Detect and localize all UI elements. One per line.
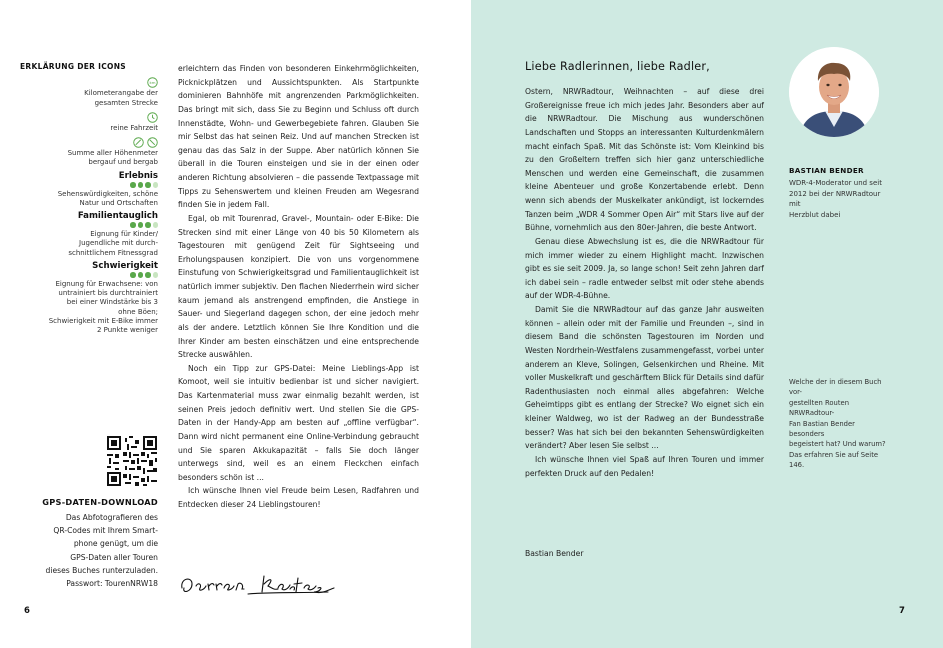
legend-title: ERKLÄRUNG DER ICONS [20,62,126,71]
page-number-left: 6 [24,606,30,616]
side-note-line: Fan Bastian Bender besonders [789,419,855,439]
elevation-down-icon [147,137,158,148]
gps-line: GPS-Daten aller Touren [70,552,158,562]
paragraph: Egal, ob mit Tourenrad, Gravel-, Mountain- oder E-Bike: Die Strecken sind mit einer Länge von 40 bis 50 Kilometern als Tagestouren mit genügend Zeit für Sightseeing und Erholungspausen konzipiert. Die von uns vorgenommene Einstufung von Schwierigkeitsgrad und Familientauglichkeit ist natürlich immer subjektiv. Den flachen Niederrhein wird sicher kaum jemand als anstrengend empfinden, die Anstiege in Sauer- und Siegerland dagegen schon, der eine jedoch mehr als der andere. Letztlich können Sie Ihre Kondition und die Ihrer Kinder am besten einschätzen und eine entsprechende Strecke auswählen. [178,213,419,360]
page-number-right: 7 [899,606,905,616]
legend-label-line: Eignung für Erwachsene: von [55,279,158,288]
paragraph: erleichtern das Finden von besonderen Einkehrmöglichkeiten, Picknickplätzen und Aussichtspunkten. Als Startpunkte dominieren Bahnhöfe mit angrenzenden Parkmöglichkeiten. Das bringt mit sich, dass Sie zu Beginn und Schluss oft durch Innenstädte, Wohn- und Gewerbegebiete fahren. Glauben Sie mir Selbst das hat seinen Reiz. Und auf manchen Strecken ist genau das das Salz in der Suppe. Aber natürlich können Sie überall in die Touren einsteigen und sie in der einen oder anderen Richtung absolvieren – die passende Textpassage mit Tipps zu Sehenswertem und kleinen Freuden am Wegesrand finden Sie in jedem Fall. [178,64,419,210]
side-note-line: Das erfahren Sie auf Seite 146. [789,450,879,470]
bio-line: Herzblut dabei [789,210,841,219]
legend-label-line: bei einer Windstärke bis 3 [66,298,158,307]
icon-legend [20,62,158,339]
paragraph: Damit Sie die NRWRadtour auf das ganze Jahr ausweiten können – allein oder mit der Familie und Freunden –, sind in diesem Band die schönsten Tagestouren im Norden und Westen Nordrhein-Westfalens zusammengefasst, vorbei unter anderem an Kleve, Solingen, Gelsenkirchen und Rheine. Mit voller Muskelkraft und geschärftem Blick für Details sind dafür Radenthusiasten noch einmal alles abgefahren: Welche Geheimtipps gibt es entlang der Strecke? Wo eignet sich ein kleiner Waldweg, wo ist der Radweg an der Bundesstraße besser? Was hat sich bei den bekannten Sehenswürdigkeiten verändert? Aber lesen Sie selbst ... [525,305,764,451]
gps-line: Passwort: TourenNRW18 [66,579,158,589]
paragraph: Ostern, NRWRadtour, Weihnachten – auf diese drei Großereignisse freue ich mich jedes Jahr. Besonders aber auf die NRWRadtour. Die Mischung aus wunderschönen Landschaften und Stopps an interessanten Kulturdenkmälern macht einfach Spaß. Mit das Schönste ist: Vom Kleinkind bis zu den Großeltern treffen sich hier ganz unterschiedliche Menschen und werden eine Gemeinschaft, die zusammen kleine Abenteuer und große Konzertabende erlebt. Denn wenn sich abends der Muskelkater ankündigt, ist lockerndes Tanzen beim „WDR 4 Sommer Open Air“ mit Stars live auf der Bühne, vornehmlich aus den 80er-Jahren, die beste Antwort. [525,87,764,233]
paragraph: Genau diese Abwechslung ist es, die die NRWRadtour für mich immer wieder zu einem Highlight macht. Inzwischen gibt es sie seit 2009. Ja, so lange schon! Seit zehn Jahren darf ich dabei sein – radle entweder selbst mit oder stehe abends auf der WDR-4-Bühne. [525,236,764,301]
svg-text:km: km [149,80,156,86]
bio-line: WDR-4-Moderator und seit [789,179,882,187]
right-body-text [525,85,764,480]
legend-label-line: Summe aller Höhenmeter [67,149,158,158]
legend-label-line: Kilometerangabe der [84,89,158,98]
paragraph: Ich wünsche Ihnen viel Spaß auf Ihren Touren und immer perfekten Druck auf den Pedalen! [525,454,764,478]
left-page [0,0,471,648]
clock-icon [147,112,158,123]
rating-dots [20,182,158,188]
author-portrait [789,47,879,137]
side-note-line: gestellten Routen NRWRadtour- [789,398,850,418]
gps-line: phone genügt, um die [73,539,158,549]
paragraph: Ich wünsche Ihnen viel Freude beim Lesen, Radfahren und Entdecken dieser 24 Lieblingstouren! [178,486,419,509]
paragraph: Noch ein Tipp zur GPS-Datei: Meine Lieblings-App ist Komoot, weil sie intuitiv bedienbar ist und sicher navigiert. Das Kartenmaterial muss zwar einmalig bezahlt werden, ist seinen Preis jedoch definitiv wert. Und stellen Sie die GPS-Daten in der Handy-App am besten auf „offline verfügbar“. Dann wird nicht permanent eine Online-Verbindung gebraucht und Sie sparen Akkukapazität – falls Sie doch länger unterwegs sind, weil es an einem Fleckchen einfach besonders schön ist ... [178,363,419,482]
legend-label-line: reine Fahrzeit [110,123,158,132]
qr-code[interactable] [107,436,157,486]
rating-heading-schwierigkeit: Schwierigkeit [92,260,158,271]
elevation-up-icon [133,137,144,148]
gps-line: QR-Codes mit Ihrem Smart- [53,526,158,536]
km-icon [147,77,158,88]
right-page [471,0,943,648]
handwritten-signature [178,570,338,600]
rating-dots [20,272,158,278]
bio-text [789,178,889,220]
legend-label-line: schnittlichem Fitnessgrad [68,248,158,257]
left-body-text [178,62,419,512]
rating-heading-erlebnis: Erlebnis [118,170,158,181]
rating-dots [20,222,158,228]
rating-heading-familientauglich: Familientauglich [77,211,158,222]
legend-label-line: ohne Böen; [118,307,158,316]
side-note-line: Welche der in diesem Buch vor- [789,378,882,397]
legend-label-line: untrainiert bis durchtrainiert [58,288,158,297]
legend-label-line: Natur und Ortschaften [79,198,158,207]
legend-label-line: bergauf und bergab [88,158,158,167]
bio-line: 2012 bei der NRWRadtour mit [789,189,881,208]
legend-label-line: Sehenswürdigkeiten, schöne [57,189,158,198]
gps-line: Das Abfotografieren des [65,513,158,522]
bio-name: BASTIAN BENDER [789,166,864,175]
gps-line: dieses Buches runterzuladen. [45,565,158,575]
legend-label-line: Schwierigkeit mit E-Bike immer [48,316,158,325]
greeting-heading: Liebe Radlerinnen, liebe Radler, [525,60,710,73]
side-note-line: begeistert hat? Und warum? [789,440,886,449]
gps-download-title: GPS-DATEN-DOWNLOAD [42,497,158,507]
gps-download-text [20,511,158,590]
legend-label-line: gesamten Strecke [94,98,158,107]
legend-label-line: 2 Punkte weniger [96,326,158,335]
legend-label-line: Jugendliche mit durch- [79,239,158,248]
legend-label-line: Eignung für Kinder/ [90,229,158,238]
side-note [789,377,889,471]
author-signoff: Bastian Bender [525,549,584,558]
